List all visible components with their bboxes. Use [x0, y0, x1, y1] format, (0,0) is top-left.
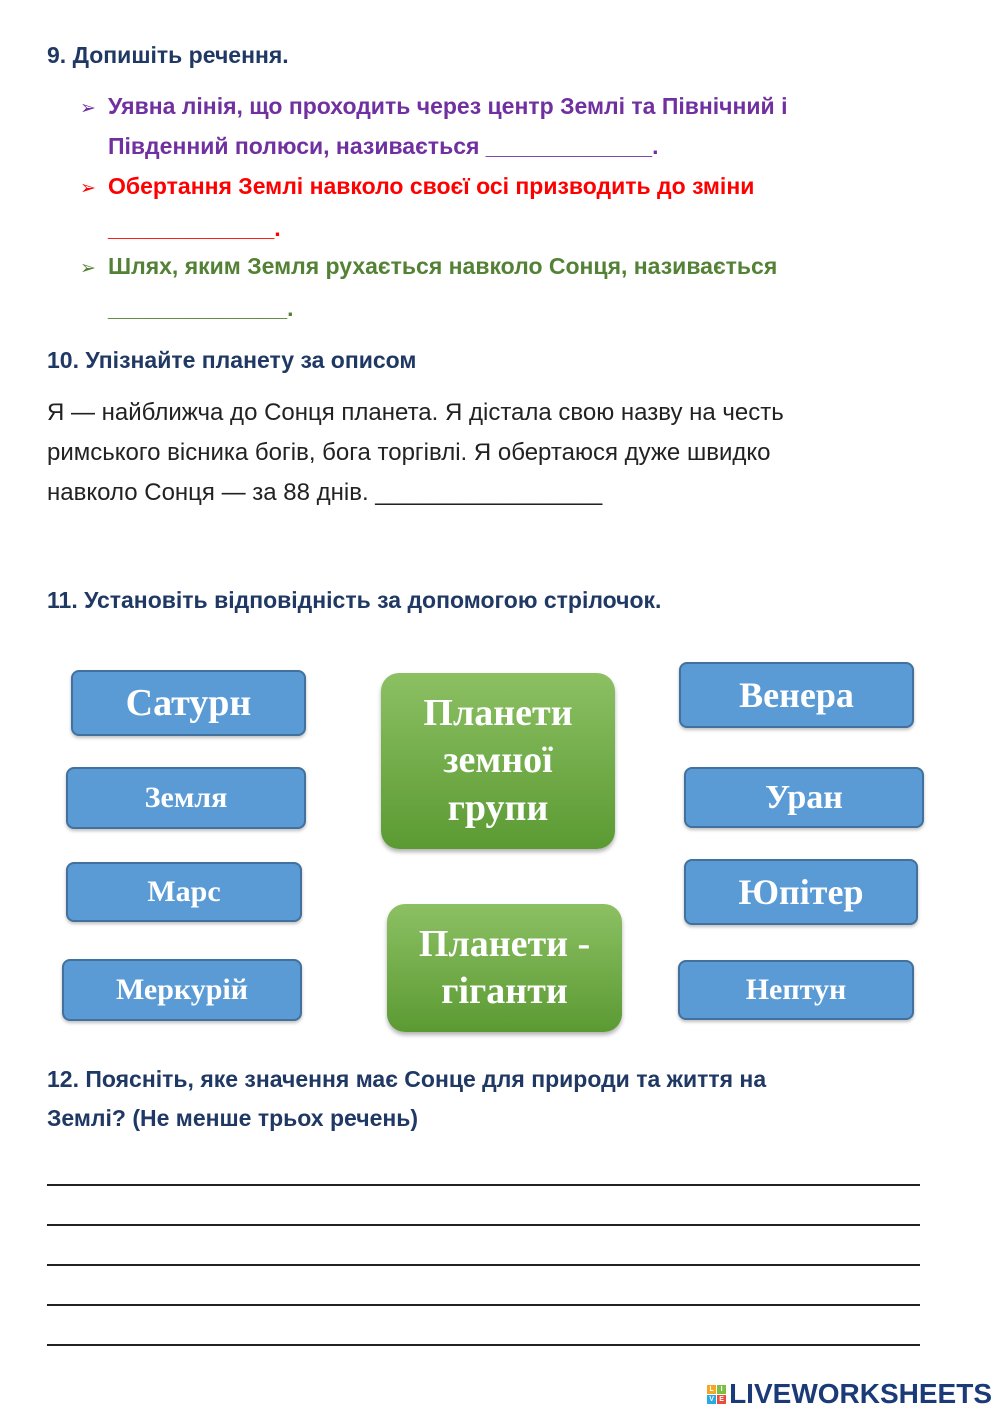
- q10-text-line2: римського вісника богів, бога торгівлі. Я обертаюся дуже швидко: [47, 439, 771, 466]
- logo-text: LIVEWORKSHEETS: [729, 1378, 992, 1409]
- q9-sentence-2-line1: Обертання Землі навколо своєї осі призводить до зміни: [108, 173, 755, 199]
- logo-letter-e: E: [717, 1395, 726, 1404]
- planet-box-uranus[interactable]: Уран: [684, 767, 924, 828]
- group-terrestrial-line3: групи: [447, 786, 549, 829]
- arrow-bullet-icon: ➢: [80, 178, 96, 199]
- group-box-giants[interactable]: [387, 904, 622, 1032]
- q12-answer-line-3[interactable]: [47, 1264, 920, 1266]
- q12-answer-line-1[interactable]: [47, 1184, 920, 1186]
- planet-box-mars[interactable]: Марс: [66, 862, 302, 922]
- planet-box-earth[interactable]: Земля: [66, 767, 306, 829]
- q12-title-line1: 12. Поясніть, яке значення має Сонце для природи та життя на: [47, 1066, 767, 1092]
- q9-title: 9. Допишіть речення.: [47, 42, 289, 68]
- q12-title-line2: Землі? (Не менше трьох речень): [47, 1105, 419, 1131]
- liveworksheets-logo: [707, 1378, 992, 1410]
- planet-box-jupiter[interactable]: Юпітер: [684, 859, 918, 925]
- logo-letter-v: V: [707, 1395, 716, 1404]
- group-terrestrial-line1: Планети: [423, 691, 573, 734]
- group-giants-line1: Планети -: [418, 922, 591, 965]
- q9-sentence-1-line1: Уявна лінія, що проходить через центр Землі та Північний і: [108, 93, 788, 119]
- group-terrestrial-line2: земної: [443, 739, 553, 782]
- q10-title: 10. Упізнайте планету за описом: [47, 347, 417, 373]
- planet-box-neptune[interactable]: Нептун: [678, 960, 914, 1020]
- q11-title: 11. Установіть відповідність за допомогою стрілочок.: [47, 587, 662, 613]
- q9-sentence-2-blank[interactable]: _____________.: [108, 215, 281, 241]
- q12-answer-line-5[interactable]: [47, 1344, 920, 1346]
- q12-answer-line-4[interactable]: [47, 1304, 920, 1306]
- q9-sentence-3-line1: Шлях, яким Земля рухається навколо Сонця, називається: [108, 253, 778, 279]
- planet-box-venus[interactable]: Венера: [679, 662, 914, 728]
- q9-sentence-3-blank[interactable]: ______________.: [108, 295, 294, 321]
- arrow-bullet-icon: ➢: [80, 258, 96, 279]
- arrow-bullet-icon: ➢: [80, 98, 96, 119]
- q9-sentence-1-cont[interactable]: Південний полюси, називається _____________.: [108, 133, 659, 159]
- group-giants-line2: гіганти: [441, 970, 568, 1012]
- q9-sentence-2: [80, 173, 754, 200]
- logo-letter-i: I: [717, 1385, 726, 1394]
- q12-answer-line-2[interactable]: [47, 1224, 920, 1226]
- group-box-terrestrial[interactable]: [381, 673, 615, 849]
- q9-sentence-3: [80, 253, 777, 280]
- q9-sentence-1: [80, 93, 787, 120]
- q10-text-line1: Я — найближча до Сонця планета. Я дістала свою назву на честь: [47, 399, 784, 426]
- q10-answer-line[interactable]: навколо Сонця — за 88 днів. _________________: [47, 479, 603, 506]
- planet-box-saturn[interactable]: Сатурн: [71, 670, 306, 736]
- logo-grid-icon: [707, 1385, 726, 1404]
- planet-box-mercury[interactable]: Меркурій: [62, 959, 302, 1021]
- logo-letter-l: L: [707, 1385, 716, 1394]
